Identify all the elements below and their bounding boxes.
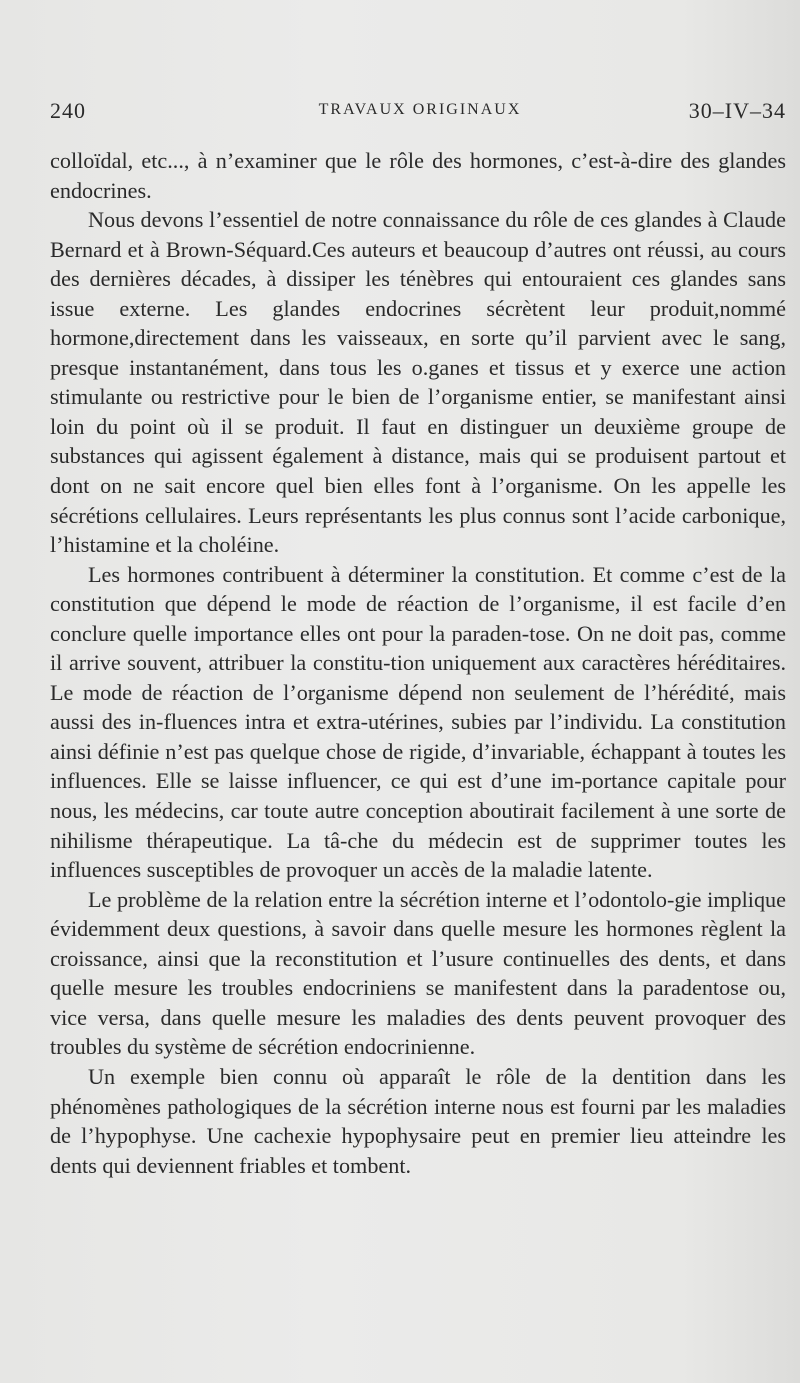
- paragraph: Nous devons l’essentiel de notre connaissance du rôle de ces glandes à Claude Bernard et à Brown-Séquard.Ces auteurs et beaucoup d’autres ont réussi, au cours des dernières décades, à dissiper les ténèbres qui entouraient ces glandes sans issue externe. Les glandes endocrines sécrètent leur produit,nommé hormone,directement dans les vaisseaux, en sorte qu’il parvient avec le sang, presque instantanément, dans tous les o.ganes et tissus et y exerce une action stimulante ou restrictive pour le bien de l’organisme entier, se manifestant ainsi loin du point où il se produit. Il faut en distinguer un deuxième groupe de substances qui agissent également à distance, mais qui se produisent partout et dont on ne sait encore quel bien elles font à l’organisme. On les appelle les sécrétions cellulaires. Leurs représentants les plus connus sont l’acide carbonique, l’histamine et la choléine.: [50, 207, 786, 558]
- page-number: 240: [50, 98, 86, 123]
- paragraph: Un exemple bien connu où apparaît le rôle de la dentition dans les phénomènes pathologiques de la sécrétion interne nous est fourni par les maladies de l’hypophyse. Une cachexie hypophysaire peut en premier lieu atteindre les dents qui deviennent friables et tombent.: [50, 1063, 786, 1178]
- running-title: TRAVAUX ORIGINAUX: [318, 101, 522, 118]
- paragraph: Les hormones contribuent à déterminer la constitution. Et comme c’est de la constitution que dépend le mode de réaction de l’organisme, il est facile d’en conclure quelle importance elles ont pour la paraden-tose. On ne doit pas, comme il arrive souvent, attribuer la constitu-tion uniquement aux caractères héréditaires. Le mode de réaction de l’organisme dépend non seulement de l’hérédité, mais aussi des in-fluences intra et extra-utérines, subies par l’individu. La constitution ainsi définie n’est pas quelque chose de rigide, d’invariable, échappant à toutes les influences. Elle se laisse influencer, ce qui est d’une im-portance capitale pour nous, les médecins, car toute autre conception aboutirait facilement à une sorte de nihilisme thérapeutique. La tâ-che du médecin est de supprimer toutes les influences susceptibles de provoquer un accès de la maladie latente.: [50, 561, 786, 883]
- issue-date: 30–IV–34: [688, 98, 786, 123]
- paragraph-continued: colloïdal, etc..., à n’examiner que le rôle des hormones, c’est-à-dire des glandes endocrines.: [50, 148, 786, 203]
- running-header: [50, 98, 790, 128]
- body-text: [50, 146, 786, 1180]
- paragraph: Le problème de la relation entre la sécrétion interne et l’odontolo-gie implique évidemment deux questions, à savoir dans quelle mesure les hormones règlent la croissance, ainsi que la reconstitution et l’usure continuelles des dents, et dans quelle mesure les troubles endocriniens se manifestent dans la paradentose ou, vice versa, dans quelle mesure les maladies des dents peuvent provoquer des troubles du système de sécrétion endocrinienne.: [50, 886, 786, 1060]
